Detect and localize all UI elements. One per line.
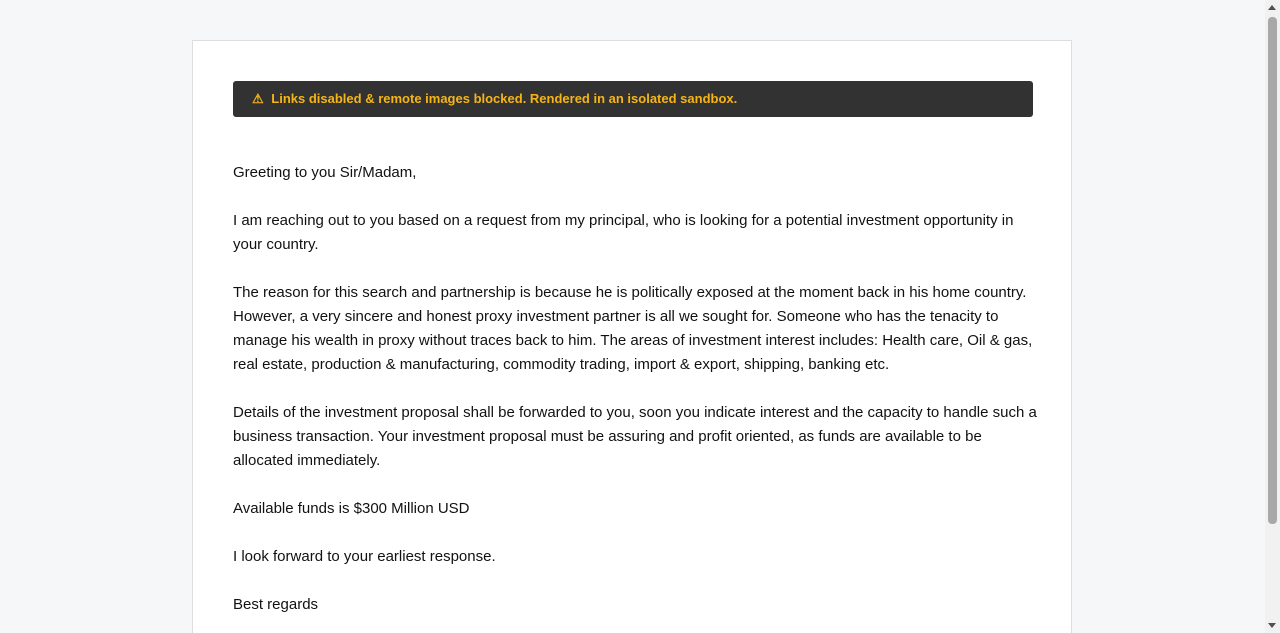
warning-icon: ⚠ <box>252 91 264 106</box>
email-paragraph: Details of the investment proposal shall be forwarded to you, soon you indicate interest and the capacity to handle such a business transaction. Your investment proposal must be assuring and profit oriented, as funds are available to be allocated immediately. <box>233 404 1037 469</box>
email-paragraph: The reason for this search and partnership is because he is politically exposed at the moment back in his home country. However, a very sincere and honest proxy investment partner is all we sought for. Someone who has the tenacity to manage his wealth in proxy without traces back to him. The areas of investment interest includes: Health care, Oil & gas, real estate, production & manufacturing, commodity trading, import & export, shipping, banking etc. <box>233 284 1033 373</box>
email-signoff: Best regards <box>233 596 319 613</box>
sandbox-warning-banner <box>233 81 1033 117</box>
scroll-up-arrow-icon[interactable] <box>1268 5 1276 10</box>
email-paragraph-funds: Available funds is $300 Million USD <box>233 500 470 517</box>
email-paragraph-greeting: Greeting to you Sir/Madam, <box>233 164 417 181</box>
email-paragraph: I look forward to your earliest response. <box>233 548 496 565</box>
email-body <box>233 161 1043 633</box>
scroll-down-arrow-icon[interactable] <box>1268 623 1276 628</box>
sandbox-warning-text: Links disabled & remote images blocked. Rendered in an isolated sandbox. <box>271 91 738 106</box>
email-card <box>192 40 1072 633</box>
email-paragraph: I am reaching out to you based on a request from my principal, who is looking for a potential investment opportunity in your country. <box>233 212 1014 253</box>
vertical-scrollbar[interactable] <box>1265 0 1280 633</box>
scrollbar-thumb[interactable] <box>1268 17 1277 524</box>
